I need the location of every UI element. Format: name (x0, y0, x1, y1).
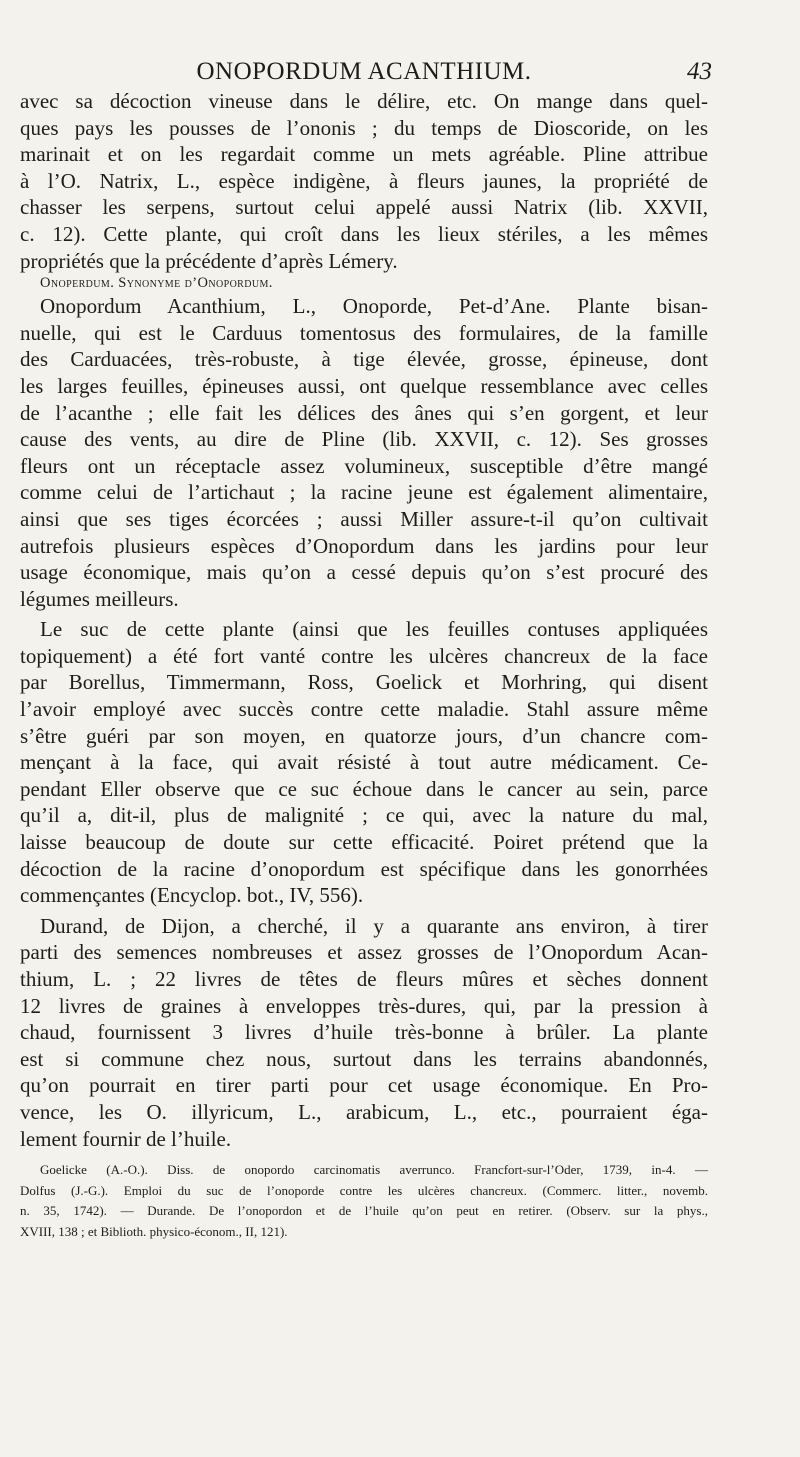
text-line: avec sa décoction vineuse dans le délire, etc. On mange dans quel- (20, 89, 708, 113)
text-line: vence, les O. illyricum, L., arabicum, L., etc., pourraient éga- (20, 1099, 708, 1124)
text-line: à l’O. Natrix, L., espèce indigène, à fleurs jaunes, la propriété de (20, 168, 708, 193)
text-line: les larges feuilles, épineuses aussi, ont quelque ressemblance avec celles (20, 373, 708, 398)
text-line: s’être guéri par son moyen, en quatorze jours, d’un chancre com- (20, 723, 708, 748)
text-line: légumes meilleurs. (20, 586, 179, 611)
text-line: 12 livres de graines à enveloppes très-dures, qui, par la pression à (20, 993, 708, 1018)
text-line: lement fournir de l’huile. (20, 1126, 232, 1151)
text-line: est si commune chez nous, surtout dans les terrains abandonnés, (20, 1046, 708, 1071)
text-line: mençant à la face, qui avait résisté à tout autre médicament. Ce- (20, 750, 708, 775)
article-text (20, 88, 708, 1152)
text-line: thium, L. ; 22 livres de têtes de fleurs mûres et sèches donnent (20, 967, 708, 991)
text-line: ainsi que ses tiges écorcées ; aussi Miller assure-t-il qu’on cultivait (20, 506, 708, 531)
text-line: des Carduacées, très-robuste, à tige élevée, grosse, épineuse, dont (20, 347, 708, 372)
reference-line: XVIII, 138 ; et Biblioth. physico-économ., II, 121). (20, 1223, 288, 1239)
text-line: chaud, fournissent 3 livres d’huile très-bonne à brûler. La plante (20, 1020, 708, 1045)
text-line: laisse beaucoup de doute sur cette efficacité. Poiret prétend que la (20, 830, 708, 855)
page-number: 43 (687, 58, 712, 85)
text-line: par Borellus, Timmermann, Ross, Goelick et Morhring, qui disent (20, 670, 708, 695)
cross-reference-entry: Onoperdum. Synonyme d’Onopordum. (40, 275, 273, 292)
text-line: nuelle, qui est le Carduus tomentosus des formulaires, de la famille (20, 320, 708, 345)
text-line: chasser les serpens, surtout celui appelé aussi Natrix (lib. XXVII, (20, 195, 708, 220)
page-body (20, 58, 712, 1242)
text-line: parti des semences nombreuses et assez grosses de l’Onopordum Acan- (20, 940, 708, 965)
text-line: fleurs ont un réceptacle assez volumineux, susceptible d’être mangé (20, 453, 708, 478)
text-line: l’avoir employé avec succès contre cette maladie. Stahl assure même (20, 697, 708, 722)
running-title: ONOPORDUM ACANTHIUM. (196, 58, 532, 85)
reference-line: Dolfus (J.-G.). Emploi du suc de l’onoporde contre les ulcères chancreux. (Commerc. litter., novemb. (20, 1182, 708, 1198)
text-line: usage économique, mais qu’on a cessé depuis qu’on s’est procuré des (20, 560, 708, 585)
entry-heading-line: Onopordum Acanthium, L., Onoporde, Pet-d’Ane. Plante bisan- (40, 294, 708, 319)
paragraph-start-line: Le suc de cette plante (ainsi que les feuilles contuses appliquées (40, 617, 708, 642)
text-line: qu’il a, dit-il, plus de malignité ; ce qui, avec la nature du mal, (20, 803, 708, 828)
text-line: cause des vents, au dire de Pline (lib. XXVII, c. 12). Ses grosses (20, 427, 708, 452)
text-line: qu’on pourrait en tirer parti pour cet usage économique. En Pro- (20, 1073, 708, 1098)
reference-line: n. 35, 1742). — Durande. De l’onopordon et de l’huile qu’on peut en retirer. (Observ. sur la phys., (20, 1203, 708, 1219)
text-line: autrefois plusieurs espèces d’Onopordum dans les jardins pour leur (20, 533, 708, 558)
text-line: c. 12). Cette plante, qui croît dans les lieux stériles, a les mêmes (20, 221, 708, 246)
text-line: pendant Eller observe que ce suc échoue dans le cancer au sein, parce (20, 776, 708, 801)
text-line: marinait et on les regardait comme un mets agréable. Pline attribue (20, 142, 708, 167)
text-line: propriétés que la précédente d’après Lémery. (20, 248, 398, 273)
paragraph-start-line: Durand, de Dijon, a cherché, il y a quarante ans environ, à tirer (40, 913, 708, 938)
text-line: commençantes (Encyclop. bot., IV, 556). (20, 883, 364, 908)
text-line: ques pays les pousses de l’ononis ; du temps de Dioscoride, on les (20, 115, 708, 140)
reference-line: Goelicke (A.-O.). Diss. de onopordo carcinomatis averrunco. Francfort-sur-l’Oder, 1739, in-4. — (40, 1162, 708, 1178)
text-line: topiquement) a été fort vanté contre les ulcères chancreux de la face (20, 643, 708, 668)
bibliography (20, 1160, 708, 1242)
text-line: de l’acanthe ; elle fait les délices des ânes qui s’en gorgent, et leur (20, 400, 708, 425)
page-header (20, 58, 712, 88)
text-line: décoction de la racine d’onopordum est spécifique dans les gonorrhées (20, 856, 708, 881)
text-line: comme celui de l’artichaut ; la racine jeune est également alimentaire, (20, 480, 708, 505)
